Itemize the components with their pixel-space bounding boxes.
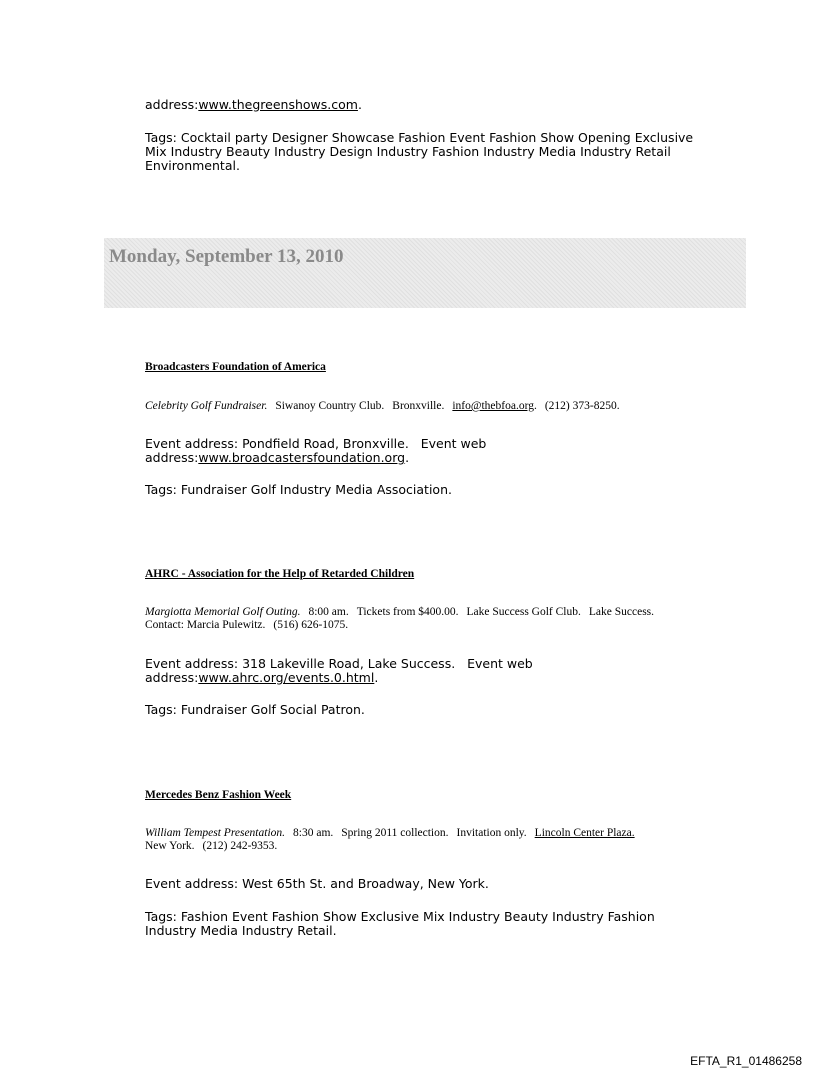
greenshows-link[interactable]: www.thegreenshows.com — [198, 97, 358, 112]
phone: (516) 626-1075. — [273, 619, 349, 631]
web-suffix: . — [374, 670, 379, 685]
invitation: Invitation only. — [456, 827, 527, 839]
location-link[interactable]: Lincoln Center Plaza. — [534, 827, 635, 839]
org-title-ahrc: AHRC - Association for the Help of Retarded Children — [145, 568, 415, 580]
venue: Lake Success Golf Club. — [466, 606, 581, 618]
time: 8:30 am. — [293, 827, 334, 839]
event-address-mbfw: Event address: West 65th St. and Broadway, New York. — [145, 876, 489, 891]
contact: Contact: Marcia Pulewitz. — [145, 619, 266, 631]
event-name: Celebrity Golf Fundraiser. — [145, 400, 268, 412]
org-title-bfoa: Broadcasters Foundation of America — [145, 361, 326, 373]
event-address-ahrc — [145, 657, 705, 685]
date-heading: Monday, September 13, 2010 — [109, 246, 344, 267]
top-address-line — [145, 98, 705, 112]
event-address-line: Event address: 318 Lakeville Road, Lake Success. Event web — [145, 656, 533, 671]
event-name: William Tempest Presentation. — [145, 827, 286, 839]
event-name: Margiotta Memorial Golf Outing. — [145, 606, 301, 618]
web-prefix: address: — [145, 450, 199, 465]
web-link[interactable]: www.broadcastersfoundation.org — [198, 450, 406, 465]
city: Lake Success. — [588, 606, 655, 618]
phone: (212) 373-8250. — [544, 400, 620, 412]
address-prefix: address: — [145, 97, 199, 112]
tags-mbfw: Tags: Fashion Event Fashion Show Exclusive Mix Industry Beauty Industry Fashion Industry Media Industry Retail. — [145, 909, 655, 938]
document-id: EFTA_R1_01486258 — [690, 1054, 802, 1068]
city: Bronxville. — [392, 400, 445, 412]
tags-bfoa: Tags: Fundraiser Golf Industry Media Association. — [145, 482, 452, 497]
date-banner — [104, 238, 746, 308]
web-prefix: address: — [145, 670, 199, 685]
collection: Spring 2011 collection. — [341, 827, 449, 839]
address-suffix: . — [357, 97, 362, 112]
web-suffix: . — [405, 450, 410, 465]
tickets: Tickets from $400.00. — [356, 606, 459, 618]
web-link[interactable]: www.ahrc.org/events.0.html — [198, 670, 375, 685]
phone: (212) 242-9353. — [202, 840, 278, 852]
top-tags: Tags: Cocktail party Designer Showcase Fashion Event Fashion Show Opening Exclusive Mix Industry Beauty Industry Design Industry Fashion Industry Media Industry Retail Environmental. — [145, 130, 694, 173]
org-title-mbfw: Mercedes Benz Fashion Week — [145, 789, 292, 801]
tags-ahrc: Tags: Fundraiser Golf Social Patron. — [145, 702, 365, 717]
event-address-bfoa — [145, 437, 705, 465]
event-detail-mbfw — [145, 827, 705, 853]
time: 8:00 am. — [308, 606, 349, 618]
event-detail-bfoa — [145, 400, 705, 413]
email-link[interactable]: info@thebfoa.org — [452, 400, 534, 412]
event-detail-ahrc — [145, 606, 705, 632]
city: New York. — [145, 840, 195, 852]
venue: Siwanoy Country Club. — [275, 400, 385, 412]
email-suffix: . — [533, 400, 537, 412]
event-address-line: Event address: Pondfield Road, Bronxville. Event web — [145, 436, 487, 451]
